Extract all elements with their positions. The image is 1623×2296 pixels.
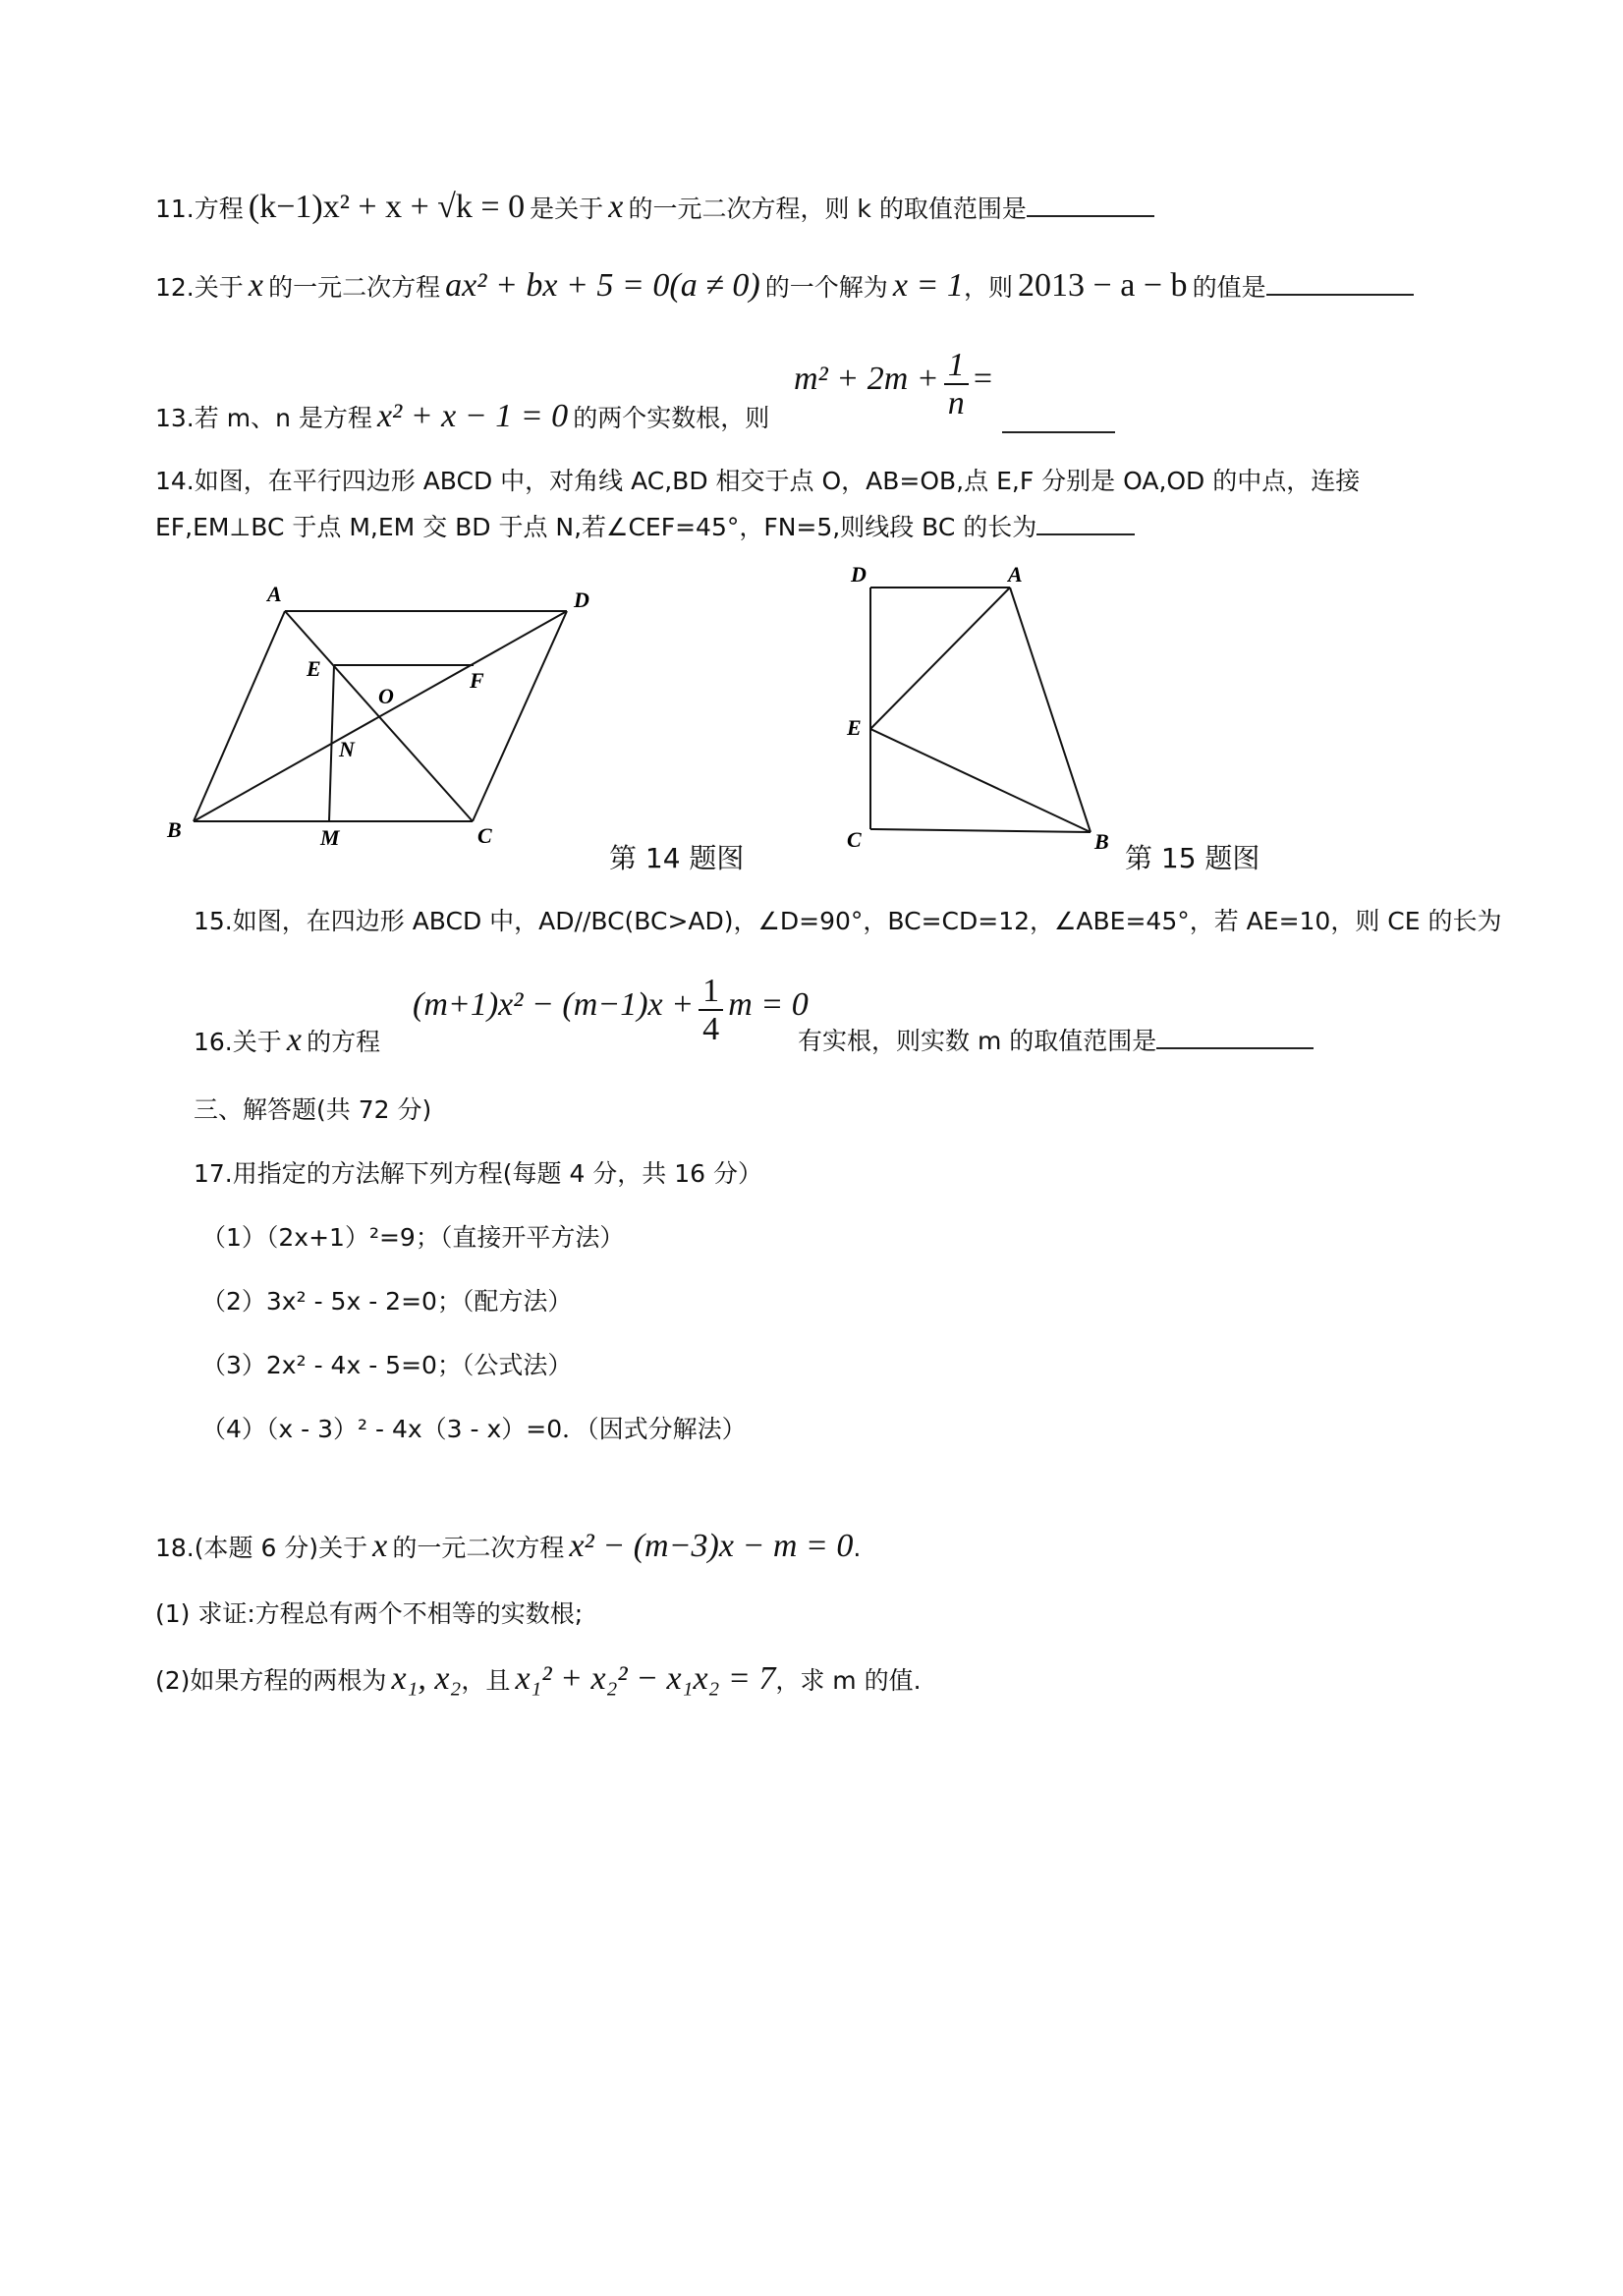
q18-roots: x₁, x₂ <box>391 1660 462 1697</box>
line-EA <box>870 588 1010 729</box>
figure-15-caption: 第 15 题图 <box>1125 842 1260 874</box>
q16-number: 16. <box>194 1028 233 1056</box>
q12-variable: x <box>248 267 263 304</box>
q13-frac-num: 1 <box>944 347 969 385</box>
q16-frac-den: 4 <box>702 1011 720 1048</box>
q16-suffix-wrap <box>798 1022 1314 1057</box>
q18-part2-mid: ，且 <box>461 1666 511 1695</box>
q11-prefix: 方程 <box>194 195 244 223</box>
q12-mid2: 的一个解为 <box>764 273 888 302</box>
q13-expr-left: m² + 2m + <box>794 360 939 397</box>
fig14-label-M: M <box>320 825 340 850</box>
q18-head-end: . <box>853 1534 862 1562</box>
q14-answer-blank[interactable] <box>1036 530 1135 535</box>
fig14-label-B: B <box>167 817 182 842</box>
fig14-label-O: O <box>378 684 394 708</box>
q17-item-2: （2）3x² - 5x - 2=0；（配方法） <box>201 1287 573 1316</box>
q13-expr-right: = <box>973 360 993 397</box>
figure-14 <box>157 580 629 874</box>
question-18 <box>155 1528 861 1565</box>
line-AB <box>194 611 285 821</box>
q18-head-mid: 的一元二次方程 <box>392 1534 565 1562</box>
q12-mid3: ，则 <box>963 273 1013 302</box>
q13-equation: x² + x − 1 = 0 <box>376 398 569 434</box>
line-BD <box>194 611 567 821</box>
q11-equation: (k−1)x² + x + √k = 0 <box>248 189 526 225</box>
q18-part-2 <box>155 1660 922 1698</box>
fig15-label-D: D <box>851 562 867 587</box>
q16-frac-num: 1 <box>699 973 723 1011</box>
q12-expression: 2013 − a − b <box>1018 267 1188 304</box>
q16-eq-right: m = 0 <box>728 985 809 1023</box>
section-3-title: 三、解答题(共 72 分) <box>194 1095 432 1124</box>
fig14-label-C: C <box>477 823 492 848</box>
q17-title: 17.用指定的方法解下列方程(每题 4 分，共 16 分） <box>194 1159 763 1188</box>
question-11 <box>155 189 1154 226</box>
q13-number: 13. <box>155 404 195 432</box>
question-12 <box>155 267 1414 305</box>
q12-answer-blank[interactable] <box>1266 290 1414 296</box>
q13-suffix: 的两个实数根，则 <box>573 404 770 432</box>
q11-number: 11. <box>155 195 195 223</box>
fig14-label-F: F <box>470 668 484 693</box>
figure-14-caption: 第 14 题图 <box>609 842 745 874</box>
q16-eq-left: (m+1)x² − (m−1)x + <box>413 985 695 1023</box>
q12-suffix: 的值是 <box>1192 273 1266 302</box>
q18-part2-prefix: (2)如果方程的两根为 <box>155 1666 387 1695</box>
q14-line2-wrap <box>155 508 1135 543</box>
fig14-label-D: D <box>574 588 589 612</box>
q11-variable: x <box>608 189 624 225</box>
q16-equation <box>413 973 809 1048</box>
q18-head-prefix: 18.(本题 6 分)关于 <box>155 1534 368 1562</box>
q11-suffix: 的一元二次方程，则 k 的取值范围是 <box>628 195 1027 223</box>
q11-answer-blank[interactable] <box>1027 211 1154 217</box>
line-DC <box>473 611 567 821</box>
q18-part2-suffix: ，求 m 的值. <box>775 1666 922 1695</box>
q16-fraction <box>699 973 723 1048</box>
q14-line2: EF,EM⊥BC 于点 M,EM 交 BD 于点 N,若∠CEF=45°，FN=5,则线段 BC 的长为 <box>155 513 1037 541</box>
question-16 <box>194 1022 380 1059</box>
q17-item-3: （3）2x² - 4x - 5=0；（公式法） <box>201 1351 573 1379</box>
q13-expression <box>794 347 992 422</box>
q18-variable: x <box>372 1528 388 1564</box>
fig15-label-B: B <box>1094 829 1109 854</box>
q17-item-1: （1）（2x+1）²=9；（直接开平方法） <box>201 1223 625 1252</box>
fig15-label-A: A <box>1008 562 1023 587</box>
q13-fraction <box>944 347 969 422</box>
q12-equation: ax² + bx + 5 = 0(a ≠ 0) <box>445 267 760 304</box>
figure-15 <box>835 560 1130 860</box>
q16-answer-blank[interactable] <box>1156 1043 1314 1049</box>
question-13 <box>155 398 769 435</box>
fig14-label-E: E <box>307 656 321 681</box>
q16-suffix: 有实根，则实数 m 的取值范围是 <box>798 1027 1157 1055</box>
question-15: 15.如图，在四边形 ABCD 中，AD//BC(BC>AD)，∠D=90°，BC=CD=12，∠ABE=45°，若 AE=10，则 CE 的长为 <box>194 907 1502 935</box>
q14-line1: 14.如图，在平行四边形 ABCD 中，对角线 AC,BD 相交于点 O，AB=OB,点 E,F 分别是 OA,OD 的中点，连接 <box>155 467 1361 495</box>
line-AB <box>1010 588 1091 832</box>
fig15-label-C: C <box>847 827 862 852</box>
q18-equation: x² − (m−3)x − m = 0 <box>569 1528 854 1564</box>
q12-solution: x = 1 <box>892 267 964 304</box>
q16-mid: 的方程 <box>307 1028 381 1056</box>
q16-variable: x <box>286 1022 302 1058</box>
q13-answer-blank[interactable] <box>1002 427 1115 433</box>
q12-number: 12. <box>155 273 195 302</box>
line-CB <box>870 829 1091 832</box>
q13-prefix: 若 m、n 是方程 <box>194 404 372 432</box>
fig14-label-A: A <box>267 582 282 606</box>
q18-condition: x₁² + x₂² − x₁x₂ = 7 <box>515 1660 776 1697</box>
q11-mid: 是关于 <box>530 195 604 223</box>
q13-frac-den: n <box>947 385 965 422</box>
q12-prefix: 关于 <box>194 273 244 302</box>
q12-mid1: 的一元二次方程 <box>268 273 441 302</box>
fig14-label-N: N <box>339 737 355 761</box>
q16-prefix: 关于 <box>232 1028 282 1056</box>
fig15-label-E: E <box>847 715 862 740</box>
line-EB <box>870 729 1091 832</box>
q18-part-1: (1) 求证:方程总有两个不相等的实数根; <box>155 1599 584 1628</box>
q17-item-4: （4）（x - 3）² - 4x（3 - x）=0．（因式分解法） <box>201 1415 747 1443</box>
